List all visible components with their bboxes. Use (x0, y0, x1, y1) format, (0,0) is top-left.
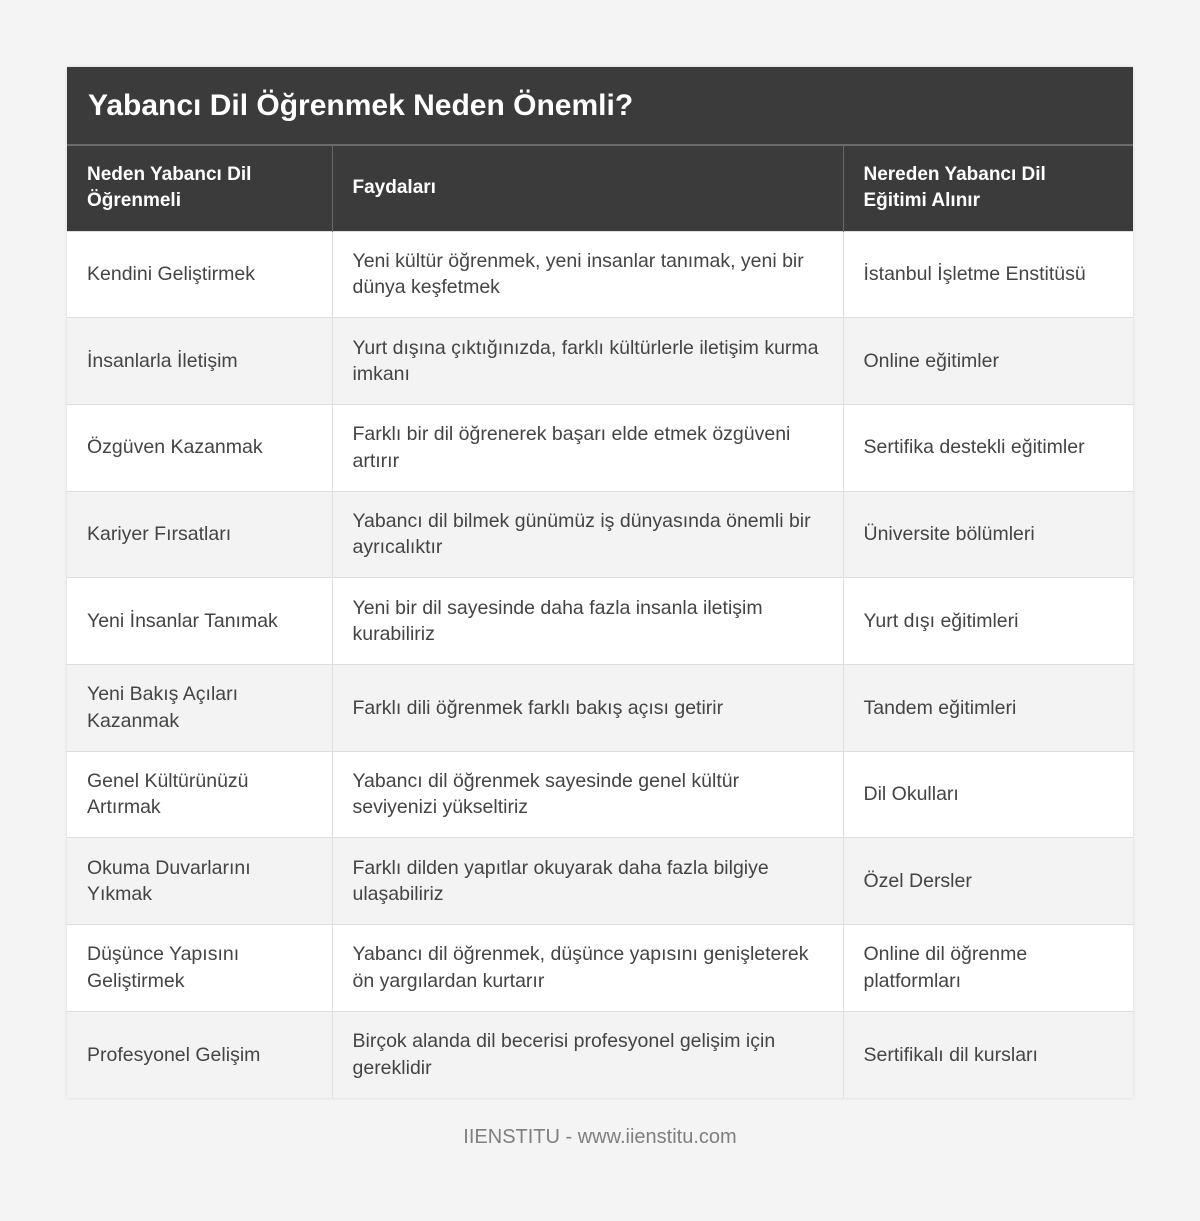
data-table (67, 144, 1133, 1098)
table-row (67, 925, 1133, 1012)
table-title: Yabancı Dil Öğrenmek Neden Önemli? (67, 67, 1133, 144)
where-cell: Özel Dersler (843, 838, 1133, 925)
where-cell: Yurt dışı eğitimleri (843, 578, 1133, 665)
footer-credit: IIENSTITU - www.iienstitu.com (463, 1126, 737, 1148)
reason-cell: Profesyonel Gelişim (67, 1011, 332, 1098)
column-header-reason: Neden Yabancı Dil Öğrenmeli (67, 145, 332, 231)
where-cell: Sertifika destekli eğitimler (843, 404, 1133, 491)
where-cell: Online eğitimler (843, 318, 1133, 405)
benefit-cell: Yabancı dil öğrenmek, düşünce yapısını genişleterek ön yargılardan kurtarır (332, 925, 843, 1012)
table-row (67, 578, 1133, 665)
reason-cell: Özgüven Kazanmak (67, 404, 332, 491)
benefit-cell: Farklı dili öğrenmek farklı bakış açısı getirir (332, 664, 843, 751)
reason-cell: Okuma Duvarlarını Yıkmak (67, 838, 332, 925)
column-header-benefits: Faydaları (332, 145, 843, 231)
reason-cell: Yeni İnsanlar Tanımak (67, 578, 332, 665)
reason-cell: Kendini Geliştirmek (67, 231, 332, 318)
table-row (67, 404, 1133, 491)
benefit-cell: Birçok alanda dil becerisi profesyonel gelişim için gereklidir (332, 1011, 843, 1098)
table-row (67, 838, 1133, 925)
where-cell: Sertifikalı dil kursları (843, 1011, 1133, 1098)
header-row (67, 145, 1133, 231)
table-row (67, 491, 1133, 578)
table-row (67, 318, 1133, 405)
where-cell: Üniversite bölümleri (843, 491, 1133, 578)
where-cell: Tandem eğitimleri (843, 664, 1133, 751)
benefit-cell: Yeni bir dil sayesinde daha fazla insanla iletişim kurabiliriz (332, 578, 843, 665)
benefit-cell: Farklı dilden yapıtlar okuyarak daha fazla bilgiye ulaşabiliriz (332, 838, 843, 925)
where-cell: İstanbul İşletme Enstitüsü (843, 231, 1133, 318)
reason-cell: Genel Kültürünüzü Artırmak (67, 751, 332, 838)
table-row (67, 751, 1133, 838)
benefit-cell: Yabancı dil öğrenmek sayesinde genel kültür seviyenizi yükseltiriz (332, 751, 843, 838)
where-cell: Dil Okulları (843, 751, 1133, 838)
table-card (67, 67, 1133, 1098)
benefit-cell: Yurt dışına çıktığınızda, farklı kültürlerle iletişim kurma imkanı (332, 318, 843, 405)
where-cell: Online dil öğrenme platformları (843, 925, 1133, 1012)
table-row (67, 1011, 1133, 1098)
benefit-cell: Yabancı dil bilmek günümüz iş dünyasında önemli bir ayrıcalıktır (332, 491, 843, 578)
benefit-cell: Farklı bir dil öğrenerek başarı elde etmek özgüveni artırır (332, 404, 843, 491)
table-row (67, 664, 1133, 751)
reason-cell: İnsanlarla İletişim (67, 318, 332, 405)
table-row (67, 231, 1133, 318)
reason-cell: Yeni Bakış Açıları Kazanmak (67, 664, 332, 751)
column-header-where: Nereden Yabancı Dil Eğitimi Alınır (843, 145, 1133, 231)
reason-cell: Kariyer Fırsatları (67, 491, 332, 578)
reason-cell: Düşünce Yapısını Geliştirmek (67, 925, 332, 1012)
benefit-cell: Yeni kültür öğrenmek, yeni insanlar tanımak, yeni bir dünya keşfetmek (332, 231, 843, 318)
